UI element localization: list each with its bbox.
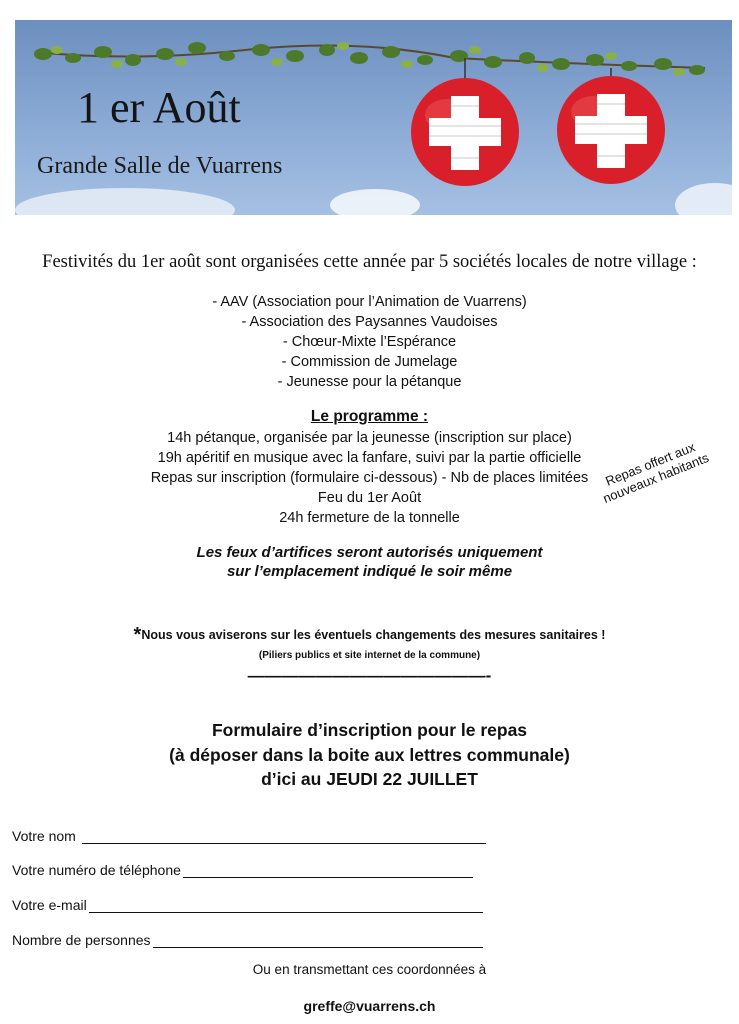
sanitary-subtext: (Piliers publics et site internet de la commune) (258, 650, 481, 661)
phone-field[interactable] (12, 858, 473, 878)
list-item: - Commission de Jumelage (281, 354, 458, 370)
fireworks-line: sur l’emplacement indiqué le soir même (226, 563, 513, 580)
cloud-icon (675, 183, 732, 215)
list-item: 19h apéritif en musique avec la fanfare, suivi par la partie officielle (157, 450, 582, 466)
repas-offert-note: Repas offert aux nouveaux habitants (600, 439, 711, 507)
form-title-line: (à déposer dans la boite aux lettres communale) (169, 744, 570, 765)
banner-subtitle: Grande Salle de Vuarrens (37, 153, 283, 179)
intro-text: Festivités du 1er août sont organisées cette année par 5 sociétés locales de notre village : (42, 252, 697, 272)
list-item: - Jeunesse pour la pétanque (277, 374, 462, 390)
transmit-text: Ou en transmettant ces coordonnées à (252, 962, 487, 977)
list-item: 14h pétanque, organisée par la jeunesse (inscription sur place) (167, 430, 572, 446)
asterisk: * (133, 624, 142, 646)
header-banner (15, 20, 732, 215)
persons-line[interactable] (153, 931, 483, 948)
cloud-icon (15, 188, 235, 215)
list-item: - Association des Paysannes Vaudoises (241, 314, 498, 330)
persons-field[interactable] (12, 928, 483, 948)
persons-label: Nombre de personnes (12, 932, 151, 948)
fireworks-line: Les feux d’artifices seront autorisés uniquement (196, 544, 543, 561)
sanitary-notice (0, 622, 739, 645)
email-line[interactable] (89, 896, 483, 913)
phone-label: Votre numéro de téléphone (12, 862, 181, 878)
form-title-line: Formulaire d’inscription pour le repas (211, 720, 528, 740)
email-field[interactable] (12, 893, 483, 913)
list-item: - Chœur-Mixte l’Espérance (282, 334, 457, 350)
separator-line: ——————————————- (247, 666, 492, 685)
name-line[interactable] (82, 827, 486, 844)
banner-title: 1 er Août (77, 83, 241, 132)
contact-email[interactable]: greffe@vuarrens.ch (303, 998, 436, 1014)
programme-title: Le programme : (310, 408, 429, 425)
fireworks-notice (0, 543, 739, 581)
name-label: Votre nom (12, 828, 76, 844)
list-item: Feu du 1er Août (317, 490, 422, 506)
list-item: 24h fermeture de la tonnelle (279, 510, 460, 526)
name-field[interactable] (12, 824, 486, 844)
societies-list (0, 292, 739, 392)
list-item: - AAV (Association pour l’Animation de Vuarrens) (212, 294, 527, 310)
phone-line[interactable] (183, 861, 473, 878)
swiss-lantern-icon (557, 68, 665, 184)
sanitary-text: Nous vous aviserons sur les éventuels changements des mesures sanitaires ! (141, 628, 606, 642)
list-item: Repas sur inscription (formulaire ci-dessous) - Nb de places limitées (150, 470, 589, 486)
form-title (0, 718, 739, 792)
swiss-lantern-icon (411, 58, 519, 186)
ivy-garland-icon (34, 42, 705, 76)
email-label: Votre e-mail (12, 897, 87, 913)
form-title-line: d’ici au JEUDI 22 JUILLET (261, 769, 478, 789)
cloud-icon (330, 189, 420, 215)
